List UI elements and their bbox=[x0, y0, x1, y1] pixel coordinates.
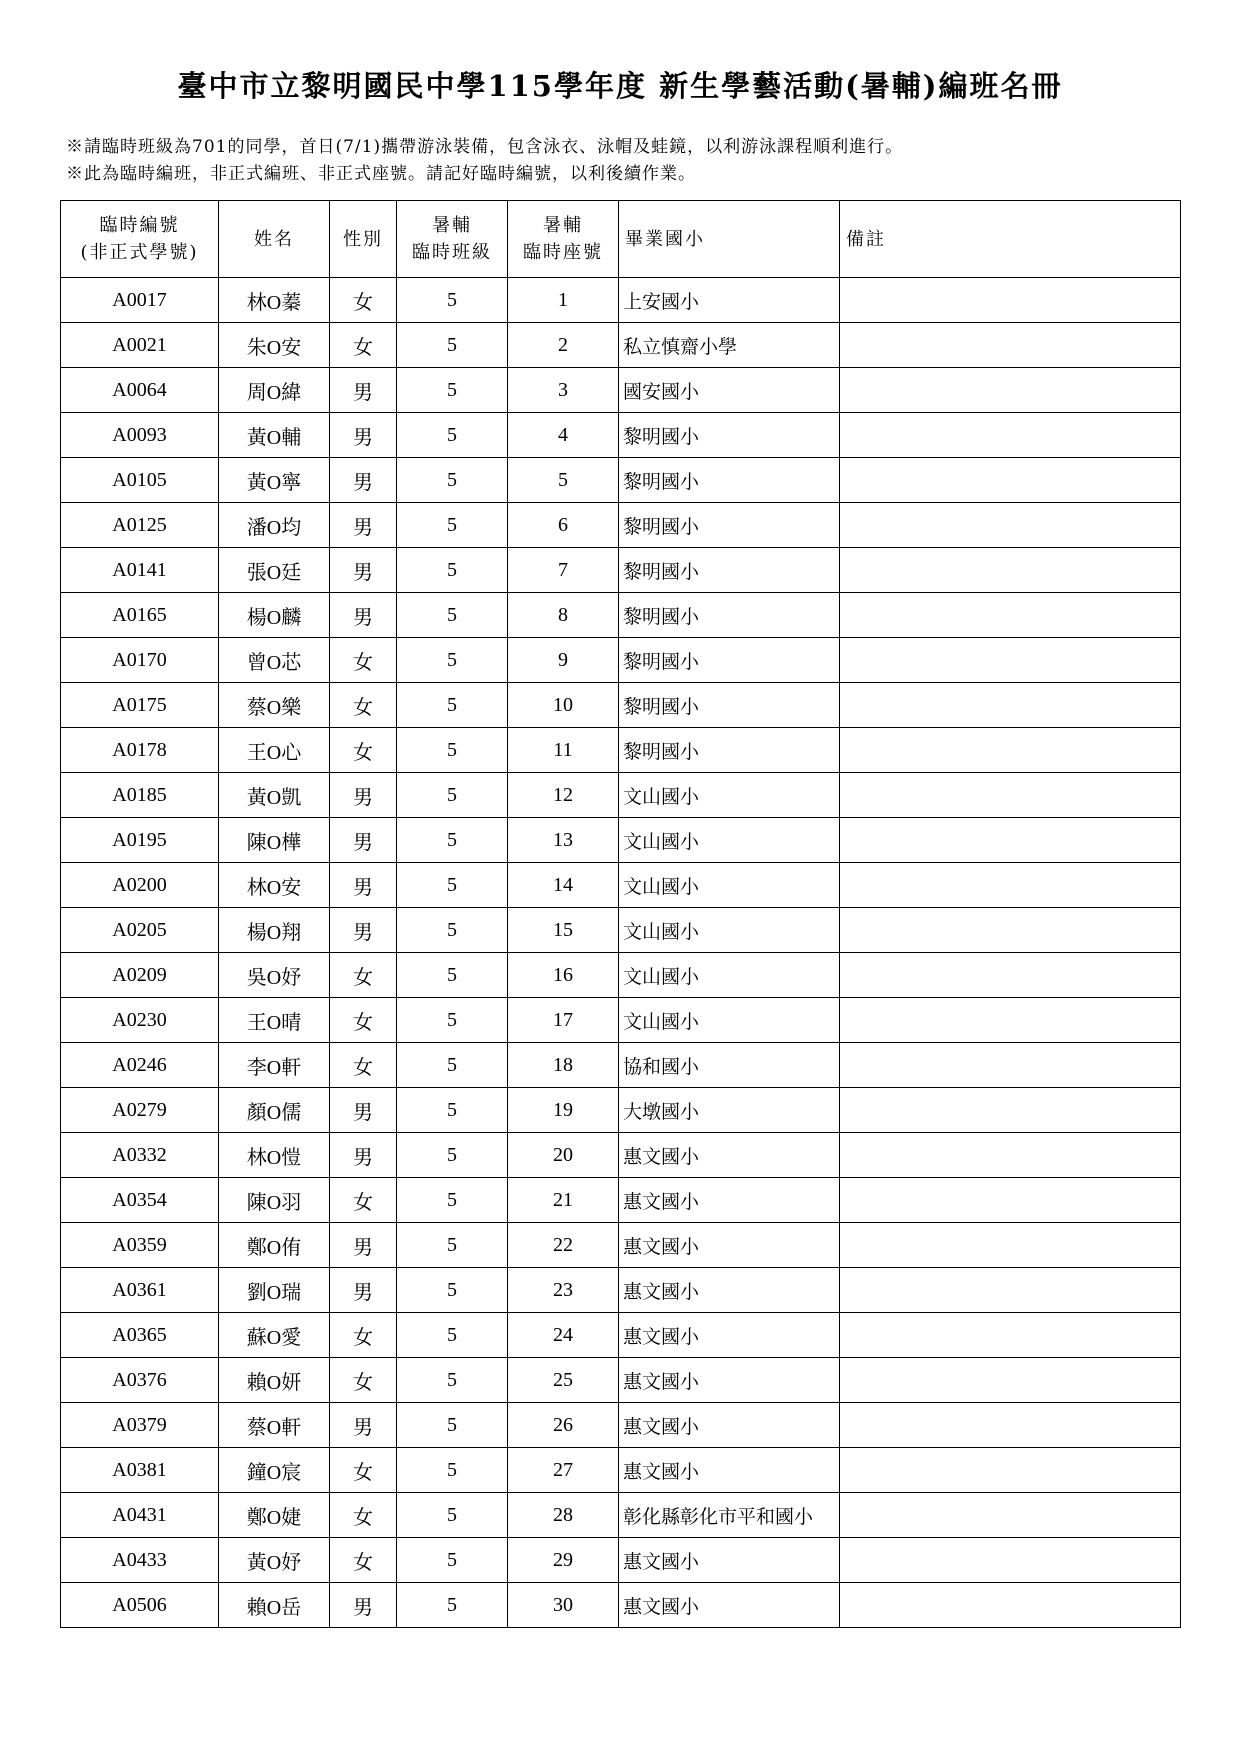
gender-cell: 男 bbox=[330, 593, 397, 638]
header-school: 畢業國小 bbox=[619, 201, 840, 278]
name-cell: 楊O翔 bbox=[219, 908, 330, 953]
temp-class-cell: 5 bbox=[397, 638, 508, 683]
temp-class-cell: 5 bbox=[397, 863, 508, 908]
gender-cell: 男 bbox=[330, 1403, 397, 1448]
temp-class-cell: 5 bbox=[397, 818, 508, 863]
table-row bbox=[61, 1448, 1181, 1493]
school-cell: 黎明國小 bbox=[619, 548, 840, 593]
gender-cell: 女 bbox=[330, 1493, 397, 1538]
table-row bbox=[61, 908, 1181, 953]
school-cell: 黎明國小 bbox=[619, 413, 840, 458]
temp-seat-cell: 28 bbox=[508, 1493, 619, 1538]
gender-cell: 女 bbox=[330, 638, 397, 683]
temp-class-cell: 5 bbox=[397, 683, 508, 728]
temp-seat-cell: 4 bbox=[508, 413, 619, 458]
name-cell: 劉O瑞 bbox=[219, 1268, 330, 1313]
temp-class-cell: 5 bbox=[397, 458, 508, 503]
temp-seat-cell: 26 bbox=[508, 1403, 619, 1448]
table-row bbox=[61, 1088, 1181, 1133]
temp-class-cell: 5 bbox=[397, 413, 508, 458]
header-name: 姓名 bbox=[219, 201, 330, 278]
table-row bbox=[61, 278, 1181, 323]
table-row bbox=[61, 1583, 1181, 1628]
temp-class-cell: 5 bbox=[397, 1313, 508, 1358]
school-cell: 黎明國小 bbox=[619, 458, 840, 503]
temp-class-cell: 5 bbox=[397, 1403, 508, 1448]
name-cell: 賴O岳 bbox=[219, 1583, 330, 1628]
temp-class-cell: 5 bbox=[397, 1493, 508, 1538]
temp-seat-cell: 12 bbox=[508, 773, 619, 818]
gender-cell: 女 bbox=[330, 323, 397, 368]
remarks-cell bbox=[840, 458, 1181, 503]
table-row bbox=[61, 1178, 1181, 1223]
temp-seat-cell: 21 bbox=[508, 1178, 619, 1223]
table-row bbox=[61, 1538, 1181, 1583]
remarks-cell bbox=[840, 1268, 1181, 1313]
temp-seat-cell: 5 bbox=[508, 458, 619, 503]
temp-class-cell: 5 bbox=[397, 773, 508, 818]
table-row bbox=[61, 1403, 1181, 1448]
temp-seat-cell: 17 bbox=[508, 998, 619, 1043]
gender-cell: 男 bbox=[330, 818, 397, 863]
name-cell: 潘O均 bbox=[219, 503, 330, 548]
gender-cell: 女 bbox=[330, 278, 397, 323]
notes bbox=[66, 134, 1206, 188]
gender-cell: 女 bbox=[330, 728, 397, 773]
gender-cell: 女 bbox=[330, 953, 397, 998]
temp-class-cell: 5 bbox=[397, 1223, 508, 1268]
temp-seat-cell: 10 bbox=[508, 683, 619, 728]
name-cell: 黃O寧 bbox=[219, 458, 330, 503]
temp-class-cell: 5 bbox=[397, 593, 508, 638]
gender-cell: 男 bbox=[330, 458, 397, 503]
temp-id-cell: A0165 bbox=[61, 593, 219, 638]
remarks-cell bbox=[840, 953, 1181, 998]
remarks-cell bbox=[840, 683, 1181, 728]
table-row bbox=[61, 368, 1181, 413]
remarks-cell bbox=[840, 638, 1181, 683]
name-cell: 黃O凱 bbox=[219, 773, 330, 818]
temp-id-cell: A0246 bbox=[61, 1043, 219, 1088]
name-cell: 林O安 bbox=[219, 863, 330, 908]
remarks-cell bbox=[840, 728, 1181, 773]
school-cell: 文山國小 bbox=[619, 953, 840, 998]
remarks-cell bbox=[840, 1358, 1181, 1403]
remarks-cell bbox=[840, 368, 1181, 413]
school-cell: 惠文國小 bbox=[619, 1403, 840, 1448]
temp-seat-cell: 25 bbox=[508, 1358, 619, 1403]
school-cell: 惠文國小 bbox=[619, 1583, 840, 1628]
note-temporary-class: ※此為臨時編班，非正式編班、非正式座號。請記好臨時編號，以利後續作業。 bbox=[66, 164, 696, 184]
temp-seat-cell: 18 bbox=[508, 1043, 619, 1088]
header-gender: 性別 bbox=[330, 201, 397, 278]
remarks-cell bbox=[840, 1223, 1181, 1268]
note-swimming: ※請臨時班級為701的同學，首日(7/1)攜帶游泳裝備，包含泳衣、泳帽及蛙鏡，以利游泳課程順利進行。 bbox=[66, 137, 904, 157]
temp-seat-cell: 9 bbox=[508, 638, 619, 683]
name-cell: 朱O安 bbox=[219, 323, 330, 368]
school-cell: 文山國小 bbox=[619, 818, 840, 863]
table-row bbox=[61, 1268, 1181, 1313]
school-cell: 黎明國小 bbox=[619, 683, 840, 728]
table-row bbox=[61, 1223, 1181, 1268]
temp-id-cell: A0021 bbox=[61, 323, 219, 368]
name-cell: 李O軒 bbox=[219, 1043, 330, 1088]
remarks-cell bbox=[840, 1043, 1181, 1088]
table-row bbox=[61, 458, 1181, 503]
school-cell: 文山國小 bbox=[619, 773, 840, 818]
gender-cell: 女 bbox=[330, 1538, 397, 1583]
remarks-cell bbox=[840, 1133, 1181, 1178]
table-row bbox=[61, 728, 1181, 773]
name-cell: 林O蓁 bbox=[219, 278, 330, 323]
temp-class-cell: 5 bbox=[397, 728, 508, 773]
temp-id-cell: A0064 bbox=[61, 368, 219, 413]
table-row bbox=[61, 323, 1181, 368]
gender-cell: 女 bbox=[330, 1313, 397, 1358]
temp-id-cell: A0230 bbox=[61, 998, 219, 1043]
page-title: 臺中市立黎明國民中學115學年度 新生學藝活動(暑輔)編班名冊 bbox=[177, 69, 1063, 103]
remarks-cell bbox=[840, 593, 1181, 638]
temp-id-cell: A0125 bbox=[61, 503, 219, 548]
gender-cell: 男 bbox=[330, 1583, 397, 1628]
remarks-cell bbox=[840, 773, 1181, 818]
temp-id-cell: A0093 bbox=[61, 413, 219, 458]
temp-id-cell: A0354 bbox=[61, 1178, 219, 1223]
name-cell: 黃O妤 bbox=[219, 1538, 330, 1583]
temp-seat-cell: 1 bbox=[508, 278, 619, 323]
temp-class-cell: 5 bbox=[397, 368, 508, 413]
temp-seat-cell: 29 bbox=[508, 1538, 619, 1583]
temp-id-cell: A0178 bbox=[61, 728, 219, 773]
school-cell: 彰化縣彰化市平和國小 bbox=[619, 1493, 840, 1538]
school-cell: 國安國小 bbox=[619, 368, 840, 413]
roster-table bbox=[60, 200, 1181, 1628]
temp-id-cell: A0379 bbox=[61, 1403, 219, 1448]
temp-class-cell: 5 bbox=[397, 278, 508, 323]
name-cell: 陳O樺 bbox=[219, 818, 330, 863]
name-cell: 黃O輔 bbox=[219, 413, 330, 458]
name-cell: 林O愷 bbox=[219, 1133, 330, 1178]
temp-seat-cell: 24 bbox=[508, 1313, 619, 1358]
school-cell: 文山國小 bbox=[619, 863, 840, 908]
temp-id-cell: A0376 bbox=[61, 1358, 219, 1403]
name-cell: 鐘O宸 bbox=[219, 1448, 330, 1493]
school-cell: 協和國小 bbox=[619, 1043, 840, 1088]
temp-class-cell: 5 bbox=[397, 323, 508, 368]
school-cell: 惠文國小 bbox=[619, 1313, 840, 1358]
gender-cell: 男 bbox=[330, 863, 397, 908]
temp-seat-cell: 13 bbox=[508, 818, 619, 863]
remarks-cell bbox=[840, 998, 1181, 1043]
table-row bbox=[61, 1043, 1181, 1088]
table-row bbox=[61, 1493, 1181, 1538]
remarks-cell bbox=[840, 1448, 1181, 1493]
name-cell: 鄭O侑 bbox=[219, 1223, 330, 1268]
remarks-cell bbox=[840, 1493, 1181, 1538]
school-cell: 黎明國小 bbox=[619, 728, 840, 773]
temp-class-cell: 5 bbox=[397, 1358, 508, 1403]
temp-seat-cell: 16 bbox=[508, 953, 619, 998]
temp-class-cell: 5 bbox=[397, 1043, 508, 1088]
temp-seat-cell: 2 bbox=[508, 323, 619, 368]
remarks-cell bbox=[840, 323, 1181, 368]
remarks-cell bbox=[840, 1178, 1181, 1223]
name-cell: 周O緯 bbox=[219, 368, 330, 413]
gender-cell: 男 bbox=[330, 1088, 397, 1133]
gender-cell: 男 bbox=[330, 368, 397, 413]
temp-class-cell: 5 bbox=[397, 1448, 508, 1493]
header-remarks: 備註 bbox=[840, 201, 1181, 278]
gender-cell: 女 bbox=[330, 1043, 397, 1088]
temp-class-cell: 5 bbox=[397, 1133, 508, 1178]
school-cell: 文山國小 bbox=[619, 998, 840, 1043]
temp-class-cell: 5 bbox=[397, 998, 508, 1043]
remarks-cell bbox=[840, 1583, 1181, 1628]
temp-seat-cell: 22 bbox=[508, 1223, 619, 1268]
name-cell: 陳O羽 bbox=[219, 1178, 330, 1223]
table-row bbox=[61, 638, 1181, 683]
temp-seat-cell: 19 bbox=[508, 1088, 619, 1133]
name-cell: 蘇O愛 bbox=[219, 1313, 330, 1358]
temp-class-cell: 5 bbox=[397, 1088, 508, 1133]
table-row bbox=[61, 503, 1181, 548]
temp-id-cell: A0365 bbox=[61, 1313, 219, 1358]
table-row bbox=[61, 548, 1181, 593]
temp-seat-cell: 8 bbox=[508, 593, 619, 638]
temp-id-cell: A0381 bbox=[61, 1448, 219, 1493]
temp-seat-cell: 30 bbox=[508, 1583, 619, 1628]
header-temp-id: 臨時編號 (非正式學號) bbox=[61, 201, 219, 278]
school-cell: 惠文國小 bbox=[619, 1448, 840, 1493]
temp-id-cell: A0332 bbox=[61, 1133, 219, 1178]
temp-id-cell: A0170 bbox=[61, 638, 219, 683]
school-cell: 私立慎齋小學 bbox=[619, 323, 840, 368]
school-cell: 上安國小 bbox=[619, 278, 840, 323]
remarks-cell bbox=[840, 1313, 1181, 1358]
remarks-cell bbox=[840, 278, 1181, 323]
temp-class-cell: 5 bbox=[397, 503, 508, 548]
temp-id-cell: A0185 bbox=[61, 773, 219, 818]
table-row bbox=[61, 413, 1181, 458]
temp-seat-cell: 6 bbox=[508, 503, 619, 548]
header-temp-class: 暑輔 臨時班級 bbox=[397, 201, 508, 278]
temp-id-cell: A0506 bbox=[61, 1583, 219, 1628]
school-cell: 黎明國小 bbox=[619, 593, 840, 638]
gender-cell: 男 bbox=[330, 908, 397, 953]
header-row bbox=[61, 201, 1181, 278]
remarks-cell bbox=[840, 908, 1181, 953]
name-cell: 楊O麟 bbox=[219, 593, 330, 638]
name-cell: 蔡O軒 bbox=[219, 1403, 330, 1448]
temp-class-cell: 5 bbox=[397, 1583, 508, 1628]
school-cell: 惠文國小 bbox=[619, 1178, 840, 1223]
remarks-cell bbox=[840, 503, 1181, 548]
school-cell: 惠文國小 bbox=[619, 1133, 840, 1178]
temp-id-cell: A0433 bbox=[61, 1538, 219, 1583]
school-cell: 文山國小 bbox=[619, 908, 840, 953]
name-cell: 賴O妍 bbox=[219, 1358, 330, 1403]
name-cell: 王O心 bbox=[219, 728, 330, 773]
header-temp-seat: 暑輔 臨時座號 bbox=[508, 201, 619, 278]
temp-seat-cell: 11 bbox=[508, 728, 619, 773]
gender-cell: 男 bbox=[330, 1133, 397, 1178]
temp-class-cell: 5 bbox=[397, 1268, 508, 1313]
remarks-cell bbox=[840, 863, 1181, 908]
remarks-cell bbox=[840, 413, 1181, 458]
gender-cell: 女 bbox=[330, 683, 397, 728]
table-row bbox=[61, 1313, 1181, 1358]
table-row bbox=[61, 1133, 1181, 1178]
table-row bbox=[61, 1358, 1181, 1403]
temp-seat-cell: 27 bbox=[508, 1448, 619, 1493]
school-cell: 大墩國小 bbox=[619, 1088, 840, 1133]
temp-class-cell: 5 bbox=[397, 953, 508, 998]
temp-seat-cell: 3 bbox=[508, 368, 619, 413]
temp-seat-cell: 15 bbox=[508, 908, 619, 953]
temp-class-cell: 5 bbox=[397, 548, 508, 593]
temp-seat-cell: 23 bbox=[508, 1268, 619, 1313]
temp-id-cell: A0017 bbox=[61, 278, 219, 323]
gender-cell: 男 bbox=[330, 1268, 397, 1313]
temp-id-cell: A0209 bbox=[61, 953, 219, 998]
table-row bbox=[61, 998, 1181, 1043]
gender-cell: 男 bbox=[330, 503, 397, 548]
temp-id-cell: A0200 bbox=[61, 863, 219, 908]
school-cell: 黎明國小 bbox=[619, 503, 840, 548]
temp-id-cell: A0105 bbox=[61, 458, 219, 503]
temp-class-cell: 5 bbox=[397, 1178, 508, 1223]
gender-cell: 女 bbox=[330, 1178, 397, 1223]
temp-seat-cell: 20 bbox=[508, 1133, 619, 1178]
temp-id-cell: A0141 bbox=[61, 548, 219, 593]
temp-seat-cell: 7 bbox=[508, 548, 619, 593]
name-cell: 顏O儒 bbox=[219, 1088, 330, 1133]
remarks-cell bbox=[840, 1088, 1181, 1133]
remarks-cell bbox=[840, 548, 1181, 593]
temp-seat-cell: 14 bbox=[508, 863, 619, 908]
gender-cell: 男 bbox=[330, 1223, 397, 1268]
table-row bbox=[61, 683, 1181, 728]
school-cell: 黎明國小 bbox=[619, 638, 840, 683]
remarks-cell bbox=[840, 1403, 1181, 1448]
gender-cell: 男 bbox=[330, 548, 397, 593]
table-row bbox=[61, 818, 1181, 863]
gender-cell: 女 bbox=[330, 998, 397, 1043]
temp-class-cell: 5 bbox=[397, 1538, 508, 1583]
remarks-cell bbox=[840, 818, 1181, 863]
name-cell: 曾O芯 bbox=[219, 638, 330, 683]
table-row bbox=[61, 593, 1181, 638]
temp-id-cell: A0359 bbox=[61, 1223, 219, 1268]
name-cell: 鄭O婕 bbox=[219, 1493, 330, 1538]
temp-id-cell: A0431 bbox=[61, 1493, 219, 1538]
table-row bbox=[61, 953, 1181, 998]
name-cell: 吳O妤 bbox=[219, 953, 330, 998]
temp-id-cell: A0195 bbox=[61, 818, 219, 863]
temp-id-cell: A0279 bbox=[61, 1088, 219, 1133]
roster-body bbox=[61, 278, 1181, 1628]
temp-id-cell: A0361 bbox=[61, 1268, 219, 1313]
remarks-cell bbox=[840, 1538, 1181, 1583]
school-cell: 惠文國小 bbox=[619, 1268, 840, 1313]
table-row bbox=[61, 863, 1181, 908]
temp-id-cell: A0175 bbox=[61, 683, 219, 728]
table-row bbox=[61, 773, 1181, 818]
name-cell: 蔡O樂 bbox=[219, 683, 330, 728]
name-cell: 王O晴 bbox=[219, 998, 330, 1043]
school-cell: 惠文國小 bbox=[619, 1538, 840, 1583]
temp-id-cell: A0205 bbox=[61, 908, 219, 953]
temp-class-cell: 5 bbox=[397, 908, 508, 953]
school-cell: 惠文國小 bbox=[619, 1223, 840, 1268]
name-cell: 張O廷 bbox=[219, 548, 330, 593]
gender-cell: 女 bbox=[330, 1358, 397, 1403]
gender-cell: 女 bbox=[330, 1448, 397, 1493]
gender-cell: 男 bbox=[330, 413, 397, 458]
gender-cell: 男 bbox=[330, 773, 397, 818]
school-cell: 惠文國小 bbox=[619, 1358, 840, 1403]
